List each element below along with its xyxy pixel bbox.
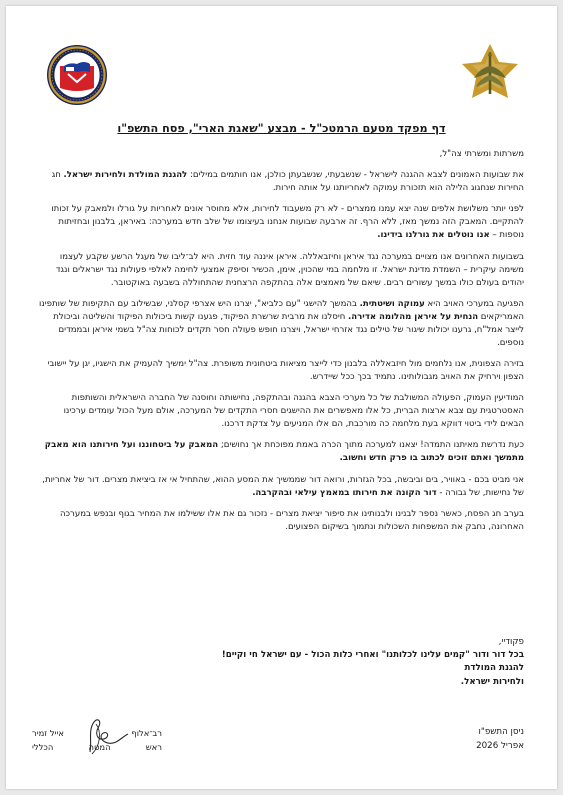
bold-text-segment: להגנת המולדת ולחירות ישראל. [63,170,188,181]
signatory-block [32,727,162,754]
body-paragraph [39,392,524,431]
closing-line: בכל דור ודור "קמים עלינו לכלותנו" ואחרי כלות הכול - עם ישראל חי וקיים! [221,650,524,661]
body-paragraph [39,298,524,350]
text-segment: בהמשך להישגי "עם כלביא", יצרנו היש אצרפי קסלני, שבשילוב עם התקיפות של שותפינו האמריקאים [39,298,524,322]
signatory-role-1: ראש [145,741,162,752]
signatory-role-3: הכללי [32,741,54,752]
text-segment: המודיעין העמוק, הפעולה המשולבת של כל מערכי הצבא בהגנה ובהתקפה, נחישותה וחוסנה של החברה הישראלית והשותפות האסטרטגית עם צבא ארצות הברית, כל אלו מאפשרים את ההישגים חסרי התקדים של המערכה, אולם מעל הכול עומדים ערכינו הבאים לידי ביטוי דווקא בעת מלחמה כה מורכבת, הם אלו המניעים על צדקת דרכנו. [63,393,524,430]
bold-text-segment: הנחית על איראן מהלומה אדירה. [348,311,479,322]
hebrew-date: ניסן התשפ"ו [478,727,524,737]
page-title: דף מפקד מטעם הרמטכ"ל - מבצע "שאגת הארי", פסח התשפ"ו [117,122,446,135]
text-segment: לפני יותר משלושת אלפים שנה יצא עמנו ממצרים - לא רק משעבוד לחירות, אלא מחוסר אונים לאחריות על גורלו ולמאבק על זכותו להתקיים. המאבק הזה נמשך מאז, ללא הרף. זה ארבעה שבועות אנחנו בעיצומו של שלב חדש במערכה: באיראן, בלבנון ובחזיתות נוספות – [51,204,524,241]
body-paragraph [39,251,524,290]
bold-text-segment: דור הקונה את חירותו במאמץ עילאי ובהקרבה. [252,487,437,498]
body-paragraph [39,169,524,195]
text-segment: חג החירות שנחגוג הלילה הוא תזכורת עמוקה לאחריותנו על אותה חירות. [51,170,524,194]
signatory-name: אייל זמיר [32,728,64,738]
idf-emblem-icon [458,42,522,106]
closing-block [204,636,524,689]
motto-line-2: ולחירות ישראל. [460,676,524,687]
motto-line-1: להגנת המולדת [464,663,524,674]
signatory-name-row [32,727,162,741]
body-paragraph [39,508,524,534]
gold-star-shield-emblem-icon [46,44,108,106]
signatory-role-row [32,741,162,755]
document-page [6,6,557,789]
signatory-role-2: המטה [88,741,111,752]
text-segment: הפגיעה במערכי האויב היא [424,298,524,309]
text-segment: חיסלנו את מרבית שרשרת הפיקוד, פגענו קשות ביכולות הפיקוד והשליטה וביכולת לייצר אמל"ח, גרענו יכולות שיגור של טילים נגד אזרחי ישראל, ויצרנו חופש פעולה חסר תקדים לכוחות צה"ל בשמי איראן ובממדים נוספים. [53,311,524,348]
body-paragraph [39,439,524,465]
signatory-rank: רב־אלוף [131,728,162,738]
text-segment: בזירה הצפונית, אנו נלחמים מול חיזבאללה בלבנון כדי לייצר מציאות ביטחונית משופרת. צה"ל ימשיך להעמיק את הישגיו, יגן על יישובי הצפון וירחיק את האויב מגבולותינו. נתמיד בכך ככל שיידרש. [47,358,524,382]
body-paragraph [39,358,524,384]
salutation: משרתות ומשרתי צה"ל, [439,149,524,159]
body-paragraph [39,474,524,500]
bold-text-segment: אנו נוטלים את גורלנו בידינו. [377,230,490,241]
text-segment: בשבועות האחרונים אנו מצויים במערכה נגד איראן וחיזבאללה. איראן איננה עוד חזית. היא לב־ליבו של מעגל הרשע שקבע לעצמו משימה עיקרית – השמדת מדינת ישראל. זו מלחמה במי שהכוין, אימן, הכשיר וסיפק אמצעי לחימה לאלפי פעולות נגד ישראלים ונגד יהודים בעולם כולו במשך עשורים רבים. שיאם של מאמצים אלה בהתקפה הרצחנית שהתחוללה בשבעה באוקטובר. [55,251,524,288]
text-segment: בערב חג הפסח, כאשר נספר לבנינו ולבנותינו את סיפור יציאת מצרים - נזכור גם את אלו ששילמו את המחיר בגוף ובנפש במערכה האחרונה, נחבק את המשפחות השכולות ונתמוך בשיקום הפצועים. [59,508,524,532]
bold-text-segment: עמוקה ושיטתית. [359,298,425,309]
bold-text-segment: המאבק על ביטחוננו ועל חירותנו הוא מאבק מתמשך ואתם זוכים לכתוב בו פרק חדש וחשוב. [44,440,524,464]
body-paragraph [39,203,524,242]
date-block [414,726,524,753]
text-segment: אני מביט בכם - באוויר, בים וביבשה, בכל הגזרות, ורואה דור שממשיך את המסע ההוא, שהתחיל אי אז ביציאת מצרים. דור של אחריות, של נחישות, של גבורה - [42,474,524,498]
sign-off: פקודיי, [498,637,524,647]
text-segment: כעת נדרשת מאיתנו התמדה! יצאנו למערכה מתוך הכרה באמת מפוכחת אך נחושים; [218,440,524,451]
gregorian-date: אפריל 2026 [476,740,524,751]
letter-body [39,148,524,542]
text-segment: את שבועות האמונים לצבא ההגנה לישראל - שנשבעתי, שנשבעתן כולכן, אנו חותמים במילים: [187,170,524,181]
